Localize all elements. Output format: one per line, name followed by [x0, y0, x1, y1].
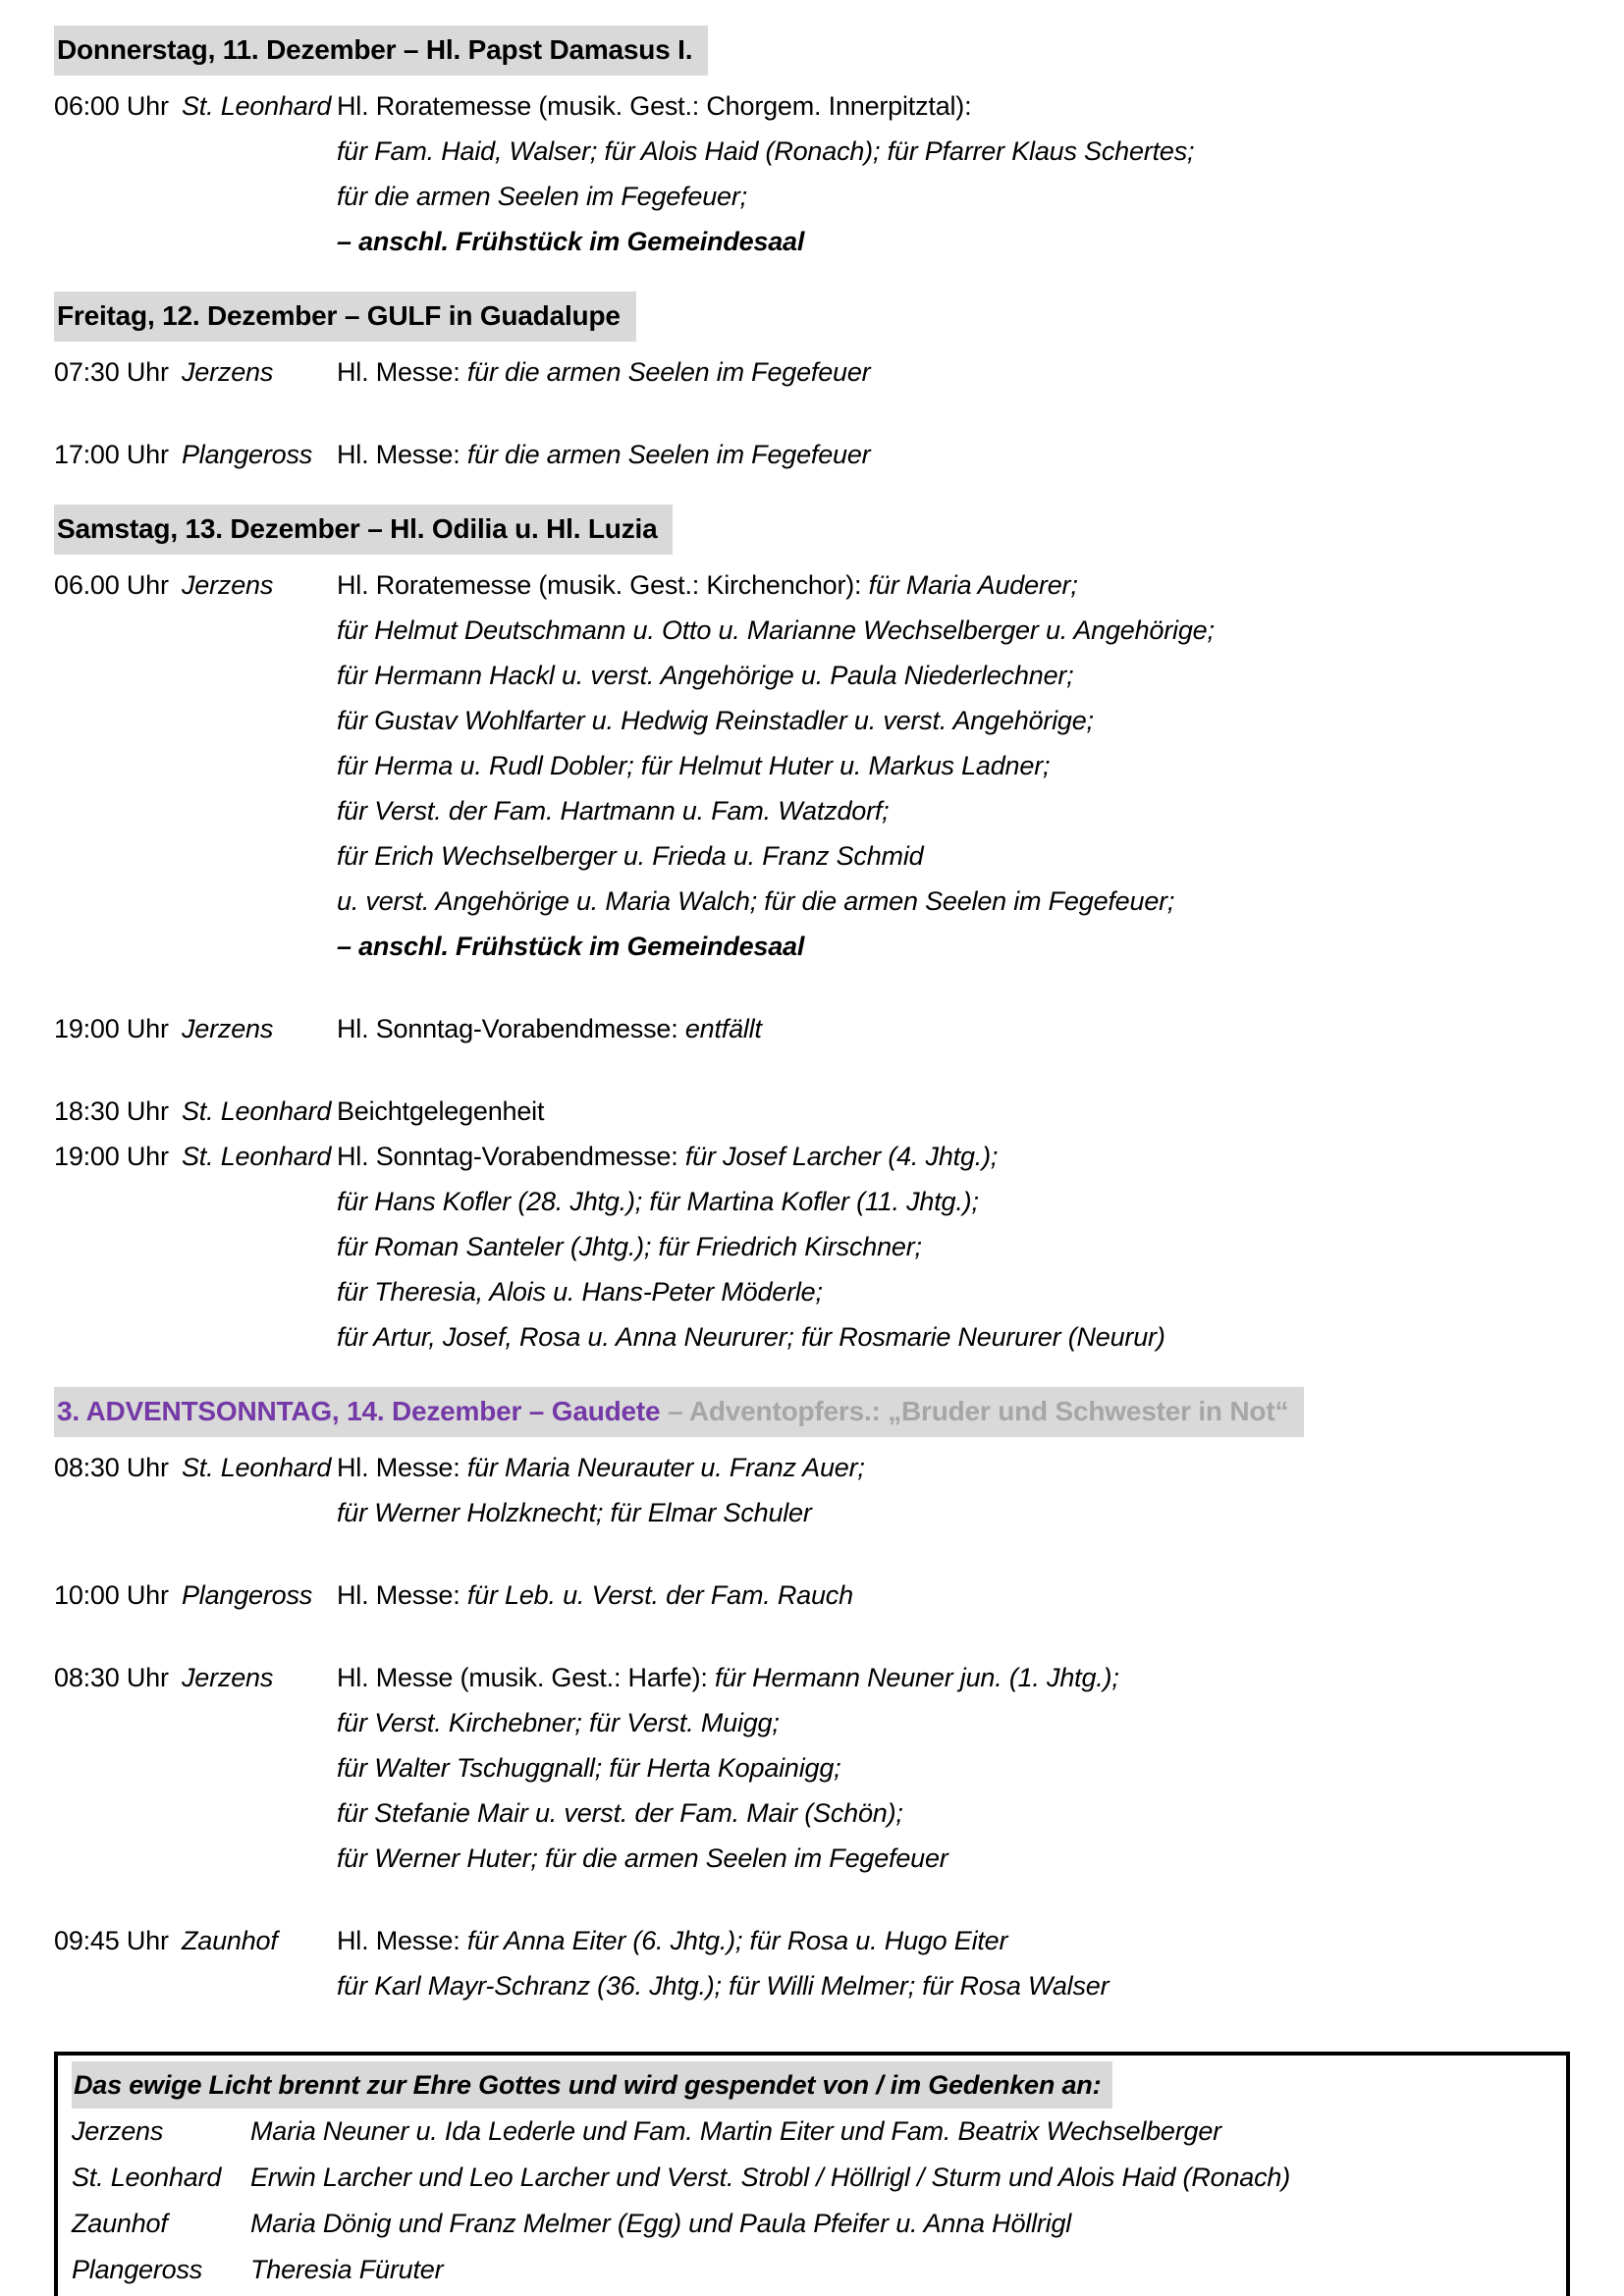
description-line [337, 349, 1570, 395]
entry-description [337, 349, 1570, 395]
description-line [337, 1490, 1570, 1535]
description-line [337, 833, 1570, 879]
description-text: entfällt [684, 1014, 762, 1043]
description-text: für Roman Santeler (Jhtg.); für Friedrich Kirschner; [337, 1232, 922, 1261]
description-text: für Werner Huter; für die armen Seelen im Fegefeuer [337, 1843, 948, 1873]
entry-location: Jerzens [182, 1663, 274, 1692]
description-line [337, 1006, 1570, 1051]
entry-description [337, 562, 1570, 969]
section-header [54, 505, 1570, 555]
section-header-highlight [54, 26, 708, 76]
section-header-text: Samstag, 13. Dezember – Hl. Odilia u. Hl. Luzia [57, 513, 658, 544]
section-header [54, 292, 1570, 342]
schedule-entry [54, 432, 1570, 477]
description-text: für Fam. Haid, Walser; für Alois Haid (Ronach); für Pfarrer Klaus Schertes; [337, 136, 1195, 166]
day-section [54, 1387, 1570, 2008]
description-text: für Gustav Wohlfarter u. Hedwig Reinstadler u. verst. Angehörige; [337, 706, 1094, 735]
schedule-entry [54, 1918, 1570, 2008]
description-text: für Herma u. Rudl Dobler; für Helmut Huter u. Markus Ladner; [337, 751, 1051, 780]
description-line [337, 174, 1570, 219]
section-header [54, 1387, 1570, 1437]
description-text: Hl. Messe: [337, 440, 467, 469]
section-header-text: 3. ADVENTSONNTAG, 14. Dezember – Gaudete [57, 1396, 661, 1426]
schedule-sections [54, 26, 1570, 2008]
description-text: für Maria Neurauter u. Franz Auer; [466, 1453, 865, 1482]
description-line [337, 432, 1570, 477]
day-section [54, 26, 1570, 264]
description-line [337, 1963, 1570, 2008]
description-line [337, 1836, 1570, 1881]
entry-time: 17:00 Uhr [54, 440, 169, 469]
entry-location: St. Leonhard [182, 1142, 332, 1171]
entry-time: 07:30 Uhr [54, 357, 169, 387]
description-line [337, 219, 1570, 264]
description-text: für Karl Mayr-Schranz (36. Jhtg.); für Willi Melmer; für Rosa Walser [337, 1971, 1110, 2001]
eternal-light-text: Erwin Larcher und Leo Larcher und Verst. Strobl / Höllrigl / Sturm und Alois Haid (Ronach) [250, 2163, 1290, 2192]
description-text: u. verst. Angehörige u. Maria Walch; für die armen Seelen im Fegefeuer; [337, 886, 1175, 916]
description-text: für die armen Seelen im Fegefeuer [466, 440, 871, 469]
entry-description [337, 1573, 1570, 1618]
schedule-entry [54, 1655, 1570, 1881]
entry-location: Jerzens [182, 357, 274, 387]
description-line [337, 608, 1570, 653]
description-text: – anschl. Frühstück im Gemeindesaal [337, 227, 805, 256]
entry-description [337, 1918, 1570, 2008]
description-text: für Anna Eiter (6. Jhtg.); für Rosa u. Hugo Eiter [466, 1926, 1008, 1955]
entry-description [337, 1134, 1570, 1360]
description-line [337, 1790, 1570, 1836]
entry-description [337, 1655, 1570, 1881]
entry-location: Zaunhof [182, 1926, 278, 1955]
description-line [337, 1179, 1570, 1224]
description-text: Hl. Messe: [337, 1580, 467, 1610]
description-text: für Theresia, Alois u. Hans-Peter Möderle; [337, 1277, 823, 1307]
description-text: für Werner Holzknecht; für Elmar Schuler [337, 1498, 812, 1527]
schedule-entry [54, 349, 1570, 395]
eternal-light-row [72, 2109, 1552, 2155]
description-line [337, 1224, 1570, 1269]
schedule-entry [54, 1006, 1570, 1051]
entry-location: St. Leonhard [182, 91, 332, 121]
description-line [337, 698, 1570, 743]
eternal-light-row [72, 2155, 1552, 2201]
description-text: für Maria Auderer; [868, 570, 1078, 600]
eternal-light-text: Maria Dönig und Franz Melmer (Egg) und Paula Pfeifer u. Anna Höllrigl [250, 2209, 1072, 2238]
schedule-entry [54, 1573, 1570, 1618]
eternal-light-row [72, 2247, 1552, 2293]
description-text: Hl. Roratemesse (musik. Gest.: Kirchenchor): [337, 570, 869, 600]
schedule-entry [54, 1445, 1570, 1535]
description-line [337, 653, 1570, 698]
entry-location: Plangeross [182, 1580, 313, 1610]
description-line [337, 788, 1570, 833]
entry-time: 09:45 Uhr [54, 1926, 169, 1955]
description-text: für Stefanie Mair u. verst. der Fam. Mair (Schön); [337, 1798, 903, 1828]
section-header [54, 26, 1570, 76]
entry-time: 10:00 Uhr [54, 1580, 169, 1610]
entry-location: Plangeross [182, 440, 313, 469]
description-line [337, 743, 1570, 788]
entry-location: St. Leonhard [182, 1096, 332, 1126]
description-text: für Leb. u. Verst. der Fam. Rauch [466, 1580, 853, 1610]
eternal-light-box [54, 2052, 1570, 2296]
eternal-light-location: Zaunhof [72, 2209, 168, 2238]
entry-description [337, 83, 1570, 264]
section-header-highlight [54, 1387, 1304, 1437]
description-text: für Verst. der Fam. Hartmann u. Fam. Watzdorf; [337, 796, 890, 826]
description-text: Hl. Messe: [337, 1453, 467, 1482]
description-text: Hl. Roratemesse (musik. Gest.: Chorgem. Innerpitztal): [337, 91, 972, 121]
eternal-light-title: Das ewige Licht brennt zur Ehre Gottes und wird gespendet von / im Gedenken an: [72, 2061, 1112, 2109]
description-text: für Josef Larcher (4. Jhtg.); [684, 1142, 999, 1171]
description-line [337, 1314, 1570, 1360]
section-header-highlight [54, 292, 636, 342]
description-text: für Erich Wechselberger u. Frieda u. Franz Schmid [337, 841, 924, 871]
description-text: Hl. Messe (musik. Gest.: Harfe): [337, 1663, 715, 1692]
description-line [337, 1269, 1570, 1314]
description-text: für Hans Kofler (28. Jhtg.); für Martina Kofler (11. Jhtg.); [337, 1187, 979, 1216]
description-line [337, 562, 1570, 608]
entry-location: Jerzens [182, 570, 274, 600]
description-line [337, 1573, 1570, 1618]
entry-time: 19:00 Uhr [54, 1014, 169, 1043]
description-text: für Verst. Kirchebner; für Verst. Muigg; [337, 1708, 780, 1737]
entry-description [337, 1445, 1570, 1535]
description-line [337, 1089, 1570, 1134]
section-header-highlight [54, 505, 673, 555]
description-line [337, 1745, 1570, 1790]
eternal-light-row [72, 2201, 1552, 2247]
description-line [337, 1700, 1570, 1745]
eternal-light-title-row [72, 2061, 1552, 2109]
day-section [54, 292, 1570, 477]
section-header-text: – Adventopfers.: „Bruder und Schwester in Not“ [660, 1396, 1289, 1426]
entry-description [337, 1006, 1570, 1051]
entry-time: 08:30 Uhr [54, 1663, 169, 1692]
description-text: für Helmut Deutschmann u. Otto u. Marianne Wechselberger u. Angehörige; [337, 615, 1215, 645]
day-section [54, 505, 1570, 1360]
schedule-entry [54, 83, 1570, 264]
eternal-light-location: Jerzens [72, 2116, 164, 2146]
description-text: für Hermann Hackl u. verst. Angehörige u. Paula Niederlechner; [337, 661, 1074, 690]
schedule-entry [54, 1089, 1570, 1134]
entry-description [337, 432, 1570, 477]
eternal-light-rows [72, 2109, 1552, 2293]
eternal-light-text: Theresia Füruter [250, 2255, 444, 2284]
section-header-text: Freitag, 12. Dezember – GULF in Guadalupe [57, 300, 621, 331]
description-text: Hl. Sonntag-Vorabendmesse: [337, 1142, 685, 1171]
eternal-light-text: Maria Neuner u. Ida Lederle und Fam. Martin Eiter und Fam. Beatrix Wechselberger [250, 2116, 1221, 2146]
description-line [337, 1655, 1570, 1700]
description-text: Hl. Messe: [337, 1926, 467, 1955]
description-text: – anschl. Frühstück im Gemeindesaal [337, 932, 805, 961]
eternal-light-location: Plangeross [72, 2255, 203, 2284]
entry-time: 06.00 Uhr [54, 570, 169, 600]
description-line [337, 879, 1570, 924]
entry-time: 08:30 Uhr [54, 1453, 169, 1482]
entry-time: 18:30 Uhr [54, 1096, 169, 1126]
description-text: für die armen Seelen im Fegefeuer; [337, 182, 747, 211]
description-text: Beichtgelegenheit [337, 1096, 545, 1126]
entry-time: 06:00 Uhr [54, 91, 169, 121]
description-line [337, 1445, 1570, 1490]
description-line [337, 129, 1570, 174]
schedule-entry [54, 1134, 1570, 1360]
description-line [337, 1134, 1570, 1179]
description-line [337, 83, 1570, 129]
description-line [337, 1918, 1570, 1963]
eternal-light-location: St. Leonhard [72, 2163, 222, 2192]
description-text: Hl. Sonntag-Vorabendmesse: [337, 1014, 685, 1043]
description-text: für die armen Seelen im Fegefeuer [466, 357, 871, 387]
entry-description [337, 1089, 1570, 1134]
description-text: für Artur, Josef, Rosa u. Anna Neururer; für Rosmarie Neururer (Neurur) [337, 1322, 1165, 1352]
description-text: für Hermann Neuner jun. (1. Jhtg.); [714, 1663, 1119, 1692]
description-text: Hl. Messe: [337, 357, 467, 387]
description-line [337, 924, 1570, 969]
entry-time: 19:00 Uhr [54, 1142, 169, 1171]
entry-location: Jerzens [182, 1014, 274, 1043]
entry-location: St. Leonhard [182, 1453, 332, 1482]
section-header-text: Donnerstag, 11. Dezember – Hl. Papst Damasus I. [57, 34, 693, 65]
description-text: für Walter Tschuggnall; für Herta Kopainigg; [337, 1753, 841, 1783]
schedule-entry [54, 562, 1570, 969]
